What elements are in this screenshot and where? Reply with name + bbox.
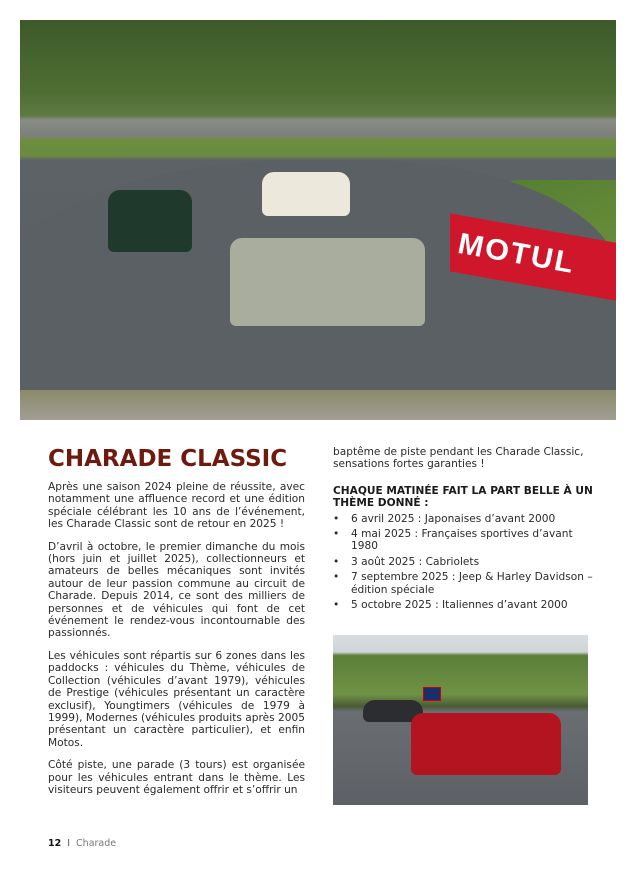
article-title: CHARADE CLASSIC: [48, 446, 288, 472]
sponsor-banner: MOTUL: [450, 213, 616, 304]
list-item: • 7 septembre 2025 : Jeep & Harley Davidson – édition spéciale: [333, 571, 593, 596]
union-jack-flag: [423, 687, 441, 701]
paragraph: D’avril à octobre, le premier dimanche du mois (hors juin et juillet 2025), collectionneurs et amateurs de belles mécaniques sont invités autour de leur passion commune au circuit de Charade. Depuis 2014, ce sont des milliers de personnes et de véhicules qui font de cet événement le rendez-vous incontournable des passionnés.: [48, 540, 305, 640]
paragraph: Côté piste, une parade (3 tours) est organisée pour les véhicules entrant dans le thème. Les visiteurs peuvent également offrir et s’offrir un: [48, 759, 305, 796]
schedule-heading: CHAQUE MATINÉE FAIT LA PART BELLE À UN THÈME DONNÉ :: [333, 484, 593, 510]
list-item: • 6 avril 2025 : Japonaises d’avant 2000: [333, 513, 593, 525]
magazine-name: Charade: [76, 838, 117, 849]
grey-roadster: [230, 238, 425, 326]
page-number: 12: [48, 838, 62, 849]
green-car: [108, 190, 192, 252]
white-car: [262, 172, 350, 216]
page-footer: [48, 838, 116, 849]
right-column: [333, 446, 593, 614]
footer-separator: I: [67, 838, 71, 849]
list-item: • 4 mai 2025 : Françaises sportives d’avant 1980: [333, 528, 593, 553]
paragraph: Après une saison 2024 pleine de réussite, avec notamment une affluence record et une édition spéciale célébrant les 10 ans de l’événement, les Charade Classic sont de retour en 2025 !: [48, 481, 305, 531]
paragraph: Les véhicules sont répartis sur 6 zones dans les paddocks : véhicules du Thème, véhicules de Collection (véhicules d’avant 1979), véhicules de Prestige (véhicules présentant un caractère exclusif), Youngtimers (véhicules de 1979 à 1999), Modernes (véhicules produits après 2005 présentant un caractère particulier), et enfin Motos.: [48, 649, 305, 749]
red-roadster: [411, 713, 561, 775]
left-column: [48, 481, 305, 806]
hero-photo-cars-on-track: [20, 20, 616, 420]
list-item: • 5 octobre 2025 : Italiennes d’avant 2000: [333, 599, 593, 611]
paragraph: baptême de piste pendant les Charade Classic, sensations fortes garanties !: [333, 446, 584, 471]
photo-red-roadster: [333, 635, 588, 805]
gravel-edge: [20, 390, 616, 420]
schedule-list: [333, 513, 593, 612]
list-item: • 3 août 2025 : Cabriolets: [333, 556, 593, 568]
